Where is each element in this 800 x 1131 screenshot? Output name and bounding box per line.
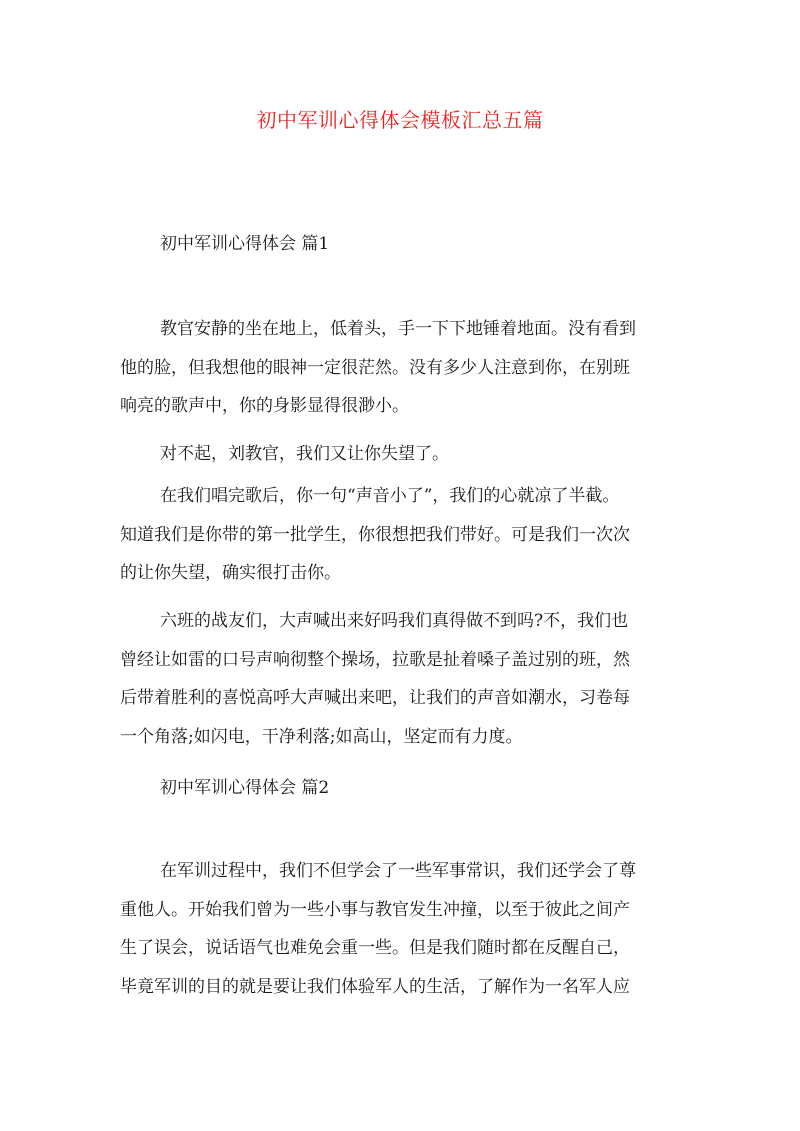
paragraph-line: 重他人。开始我们曾为一些小事与教官发生冲撞，以至于彼此之间产 [120, 899, 630, 920]
paragraph [120, 310, 690, 426]
paragraph-line: 一个角落;如闪电，干净利落;如高山，坚定而有力度。 [120, 726, 523, 747]
paragraph-line: 对不起，刘教官，我们又让你失望了。 [160, 444, 449, 464]
paragraph-line: 响亮的歌声中，你的身影显得很渺小。 [120, 396, 409, 416]
document-title: 初中军训心得体会模板汇总五篇 [256, 108, 544, 132]
paragraph [120, 477, 690, 593]
paragraph-line: 的让你失望，确实很打击你。 [120, 563, 341, 583]
paragraph-line: 毕竟军训的目的就是要让我们体验军人的生活，了解作为一名军人应 [120, 976, 630, 997]
paragraph [120, 435, 690, 474]
paragraph [120, 602, 690, 756]
paragraph-line: 在我们唱完歌后，你一句“声音小了”，我们的心就凉了半截。 [160, 486, 620, 506]
paragraph-line: 教官安静的坐在地上，低着头，手一下下地锤着地面。没有看到 [160, 319, 636, 339]
section-heading-2: 初中军训心得体会 篇2 [160, 778, 330, 798]
paragraph-line: 他的脸，但我想他的眼神一定很茫然。没有多少人注意到你，在别班 [120, 357, 630, 378]
paragraph-line: 知道我们是你带的第一批学生，你很想把我们带好。可是我们一次次 [120, 524, 630, 545]
paragraph-line: 生了误会，说话语气也难免会重一些。但是我们随时都在反醒自己， [120, 938, 630, 958]
paragraph [120, 852, 690, 1006]
paragraph-line: 后带着胜利的喜悦高呼大声喊出来吧，让我们的声音如潮水，习卷每 [120, 688, 630, 708]
paragraph-line: 曾经让如雷的口号声响彻整个操场，拉歌是扯着嗓子盖过别的班，然 [120, 649, 630, 670]
paragraph-line: 六班的战友们，大声喊出来好吗我们真得做不到吗?不，我们也 [160, 611, 629, 631]
paragraph-line: 在军训过程中，我们不但学会了一些军事常识，我们还学会了尊 [160, 861, 636, 881]
section-heading-1: 初中军训心得体会 篇1 [160, 234, 330, 254]
